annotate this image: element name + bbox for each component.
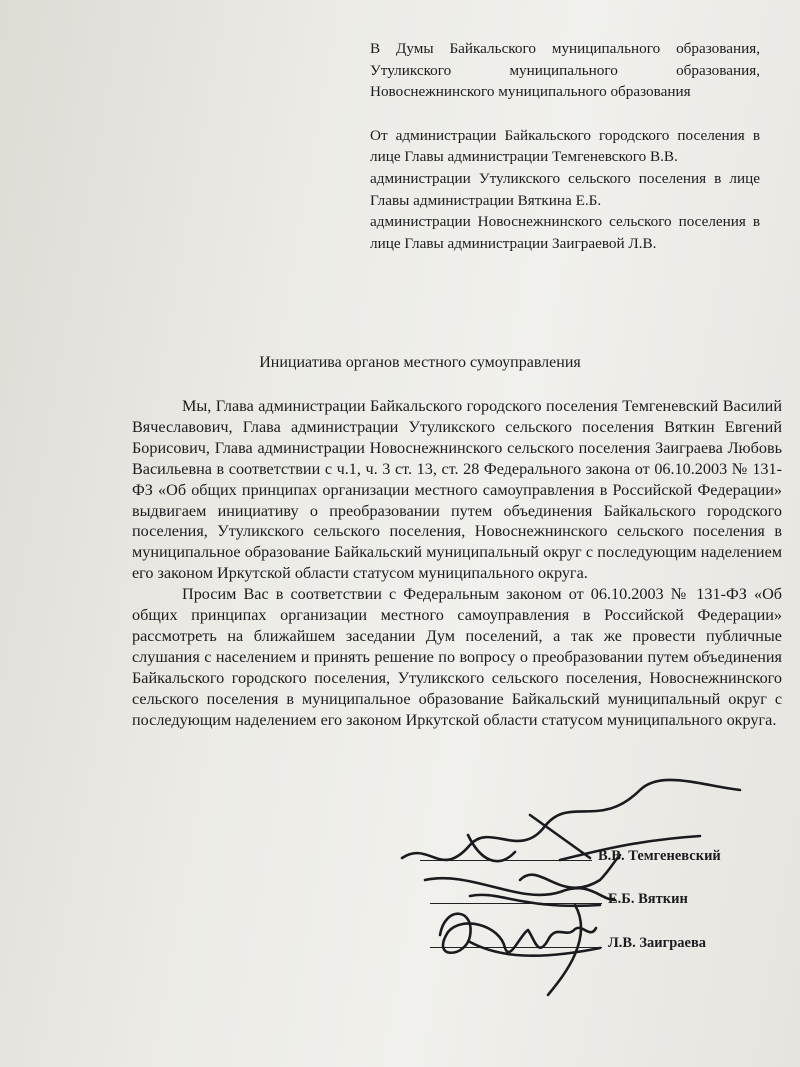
signature-line [420,860,592,861]
addressee-block [370,38,760,254]
signature-name: В.В. Темгеневский [598,848,721,864]
addressee-recipient: В Думы Байкальского муниципального образования, Утуликского муниципального образования, Новоснежнинского муниципального образования [370,40,760,101]
signature-name: Л.В. Заиграева [608,935,707,951]
document-title: Инициатива органов местного сумоуправления [259,354,581,371]
signature-name: Е.Б. Вяткин [608,891,688,907]
addressee-from-utulik: администрации Утуликского сельского поселения в лице Главы администрации Вяткина Е.Б. [370,169,760,209]
signature-row-1 [420,843,721,865]
body-paragraph-2: Просим Вас в соответствии с Федеральным законом от 06.10.2003 № 131-ФЗ «Об общих принципах организации местного самоуправления в Российской Федерации» рассмотреть на ближайшем заседании Дум поселений, а так же провести публичные слушания с населением и принять решение по вопросу о преобразовании путем объединения Байкальского городского поселения, Утуликского сельского поселения, Новоснежнинского сельского поселения в муниципальное образование Байкальский муниципальный округ с последующим наделением его законом Иркутской области статусом муниципального округа. [132,585,782,729]
signature-line [430,903,602,904]
signature-line [430,947,602,948]
signature-row-2 [430,886,688,908]
document-body [132,396,782,731]
body-paragraph-1: Мы, Глава администрации Байкальского городского поселения Темгеневский Василий Вячеславович, Глава администрации Утуликского сельского поселения Вяткин Евгений Борисович, Глава администрации Новоснежнинского сельского поселения Заиграева Любовь Васильевна в соответствии с ч.1, ч. 3 ст. 13, ст. 28 Федерального закона от 06.10.2003 № 131-ФЗ «Об общих принципах организации местного самоуправления в Российской Федерации» выдвигаем инициативу о преобразовании путем объединения Байкальского городского поселения, Утуликского сельского поселения, Новоснежнинского сельского поселения в муниципальное образование Байкальский муниципальный округ с последующим наделением его законом Иркутской области статусом муниципального округа. [132,397,782,583]
signature-row-3 [430,930,706,952]
addressee-from-baikalsk: От администрации Байкальского городского поселения в лице Главы администрации Темгеневского В.В. [370,126,760,166]
addressee-from-novosnezhninsk: администрации Новоснежнинского сельского поселения в лице Главы администрации Заиграевой Л.В. [370,213,760,252]
